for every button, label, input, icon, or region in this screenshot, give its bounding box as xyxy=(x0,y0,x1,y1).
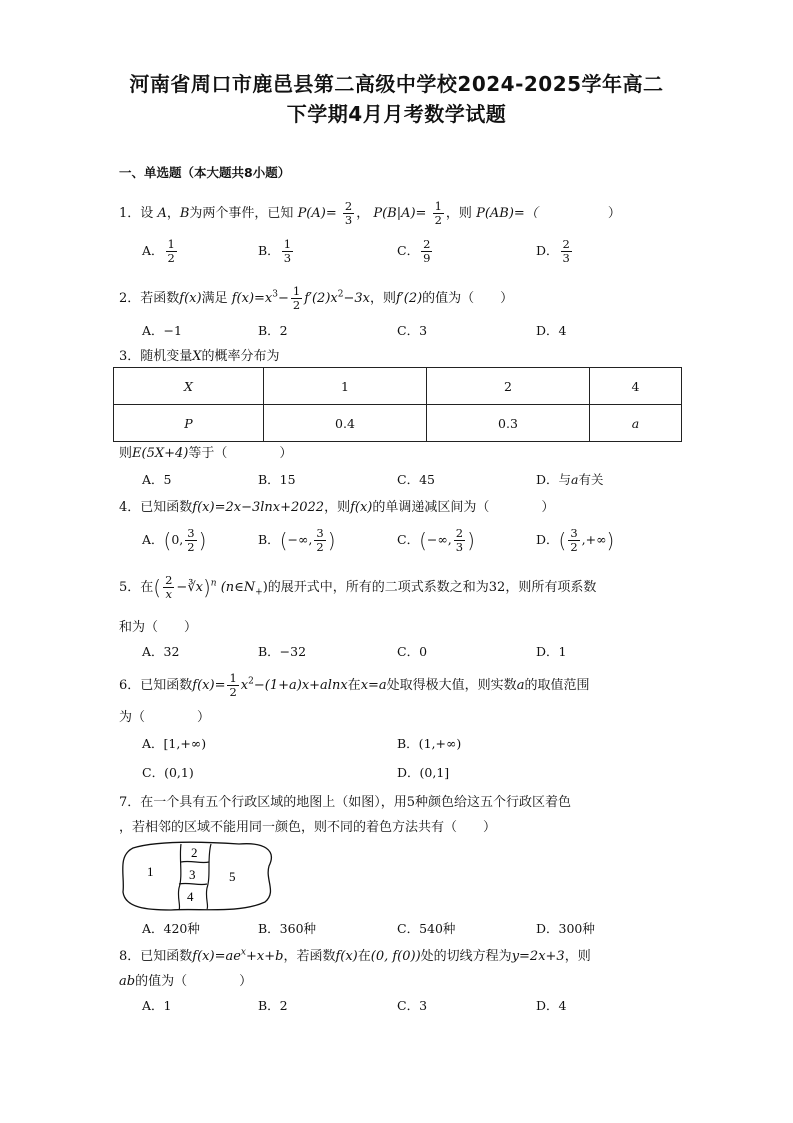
question-5-line2: 和为（ ） xyxy=(119,620,198,635)
table-row xyxy=(114,405,682,442)
q7-option-c: C．540种 xyxy=(397,921,456,936)
fraction: $\frac{2}{3}$ xyxy=(344,199,353,227)
q6-option-a: A．[1,+∞) xyxy=(142,736,207,751)
question-2: 2．若函数f(x)满足 $f(x)=x^3-$ $\frac{1}{2}$ $f'(2)x^2-3x$，则f′(2)的值为（ ） xyxy=(119,284,514,312)
probability-table xyxy=(113,367,682,442)
table-row xyxy=(114,368,682,405)
q1-option-c: C． $\frac{2}{9}$ xyxy=(397,237,431,265)
q4-option-d: D．( $\frac{3}{2}$ ,+∞) xyxy=(536,526,615,554)
q1-option-d: D． $\frac{2}{3}$ xyxy=(536,237,570,265)
q6-option-b: B．(1,+∞) xyxy=(397,736,462,751)
q6-option-d: D．(0,1] xyxy=(397,765,450,780)
q2-option-d: D．4 xyxy=(536,323,567,338)
q4-option-a: A．(0, $\frac{3}{2}$ ) xyxy=(142,526,207,554)
q3-option-c: C．45 xyxy=(397,472,435,487)
question-3-prompt: 则E(5X+4)等于（ ） xyxy=(119,446,293,461)
question-6: 6．已知函数f(x)= $\frac{1}{2}$ $x^2-(1+a)x+alnx$在x=a处取得极大值，则实数a的取值范围 xyxy=(119,671,590,699)
q8-option-c: C．3 xyxy=(397,998,428,1013)
q8-option-a: A．1 xyxy=(142,998,172,1013)
page-title-line1: 河南省周口市鹿邑县第二高级中学校2024-2025学年高二 xyxy=(129,72,664,96)
q2-option-a: A．−1 xyxy=(142,323,182,338)
table-cell: 1 xyxy=(264,368,427,405)
q3-option-d: D．与a有关 xyxy=(536,472,604,487)
q5-option-a: A．32 xyxy=(142,644,180,659)
table-cell: P xyxy=(114,405,264,442)
q7-option-d: D．300种 xyxy=(536,921,595,936)
q2-option-b: B．2 xyxy=(258,323,288,338)
fraction: $\frac{1}{2}$ xyxy=(434,199,442,227)
table-cell: X xyxy=(114,368,264,405)
question-3: 3．随机变量X的概率分布为 xyxy=(119,349,280,364)
q3-option-b: B．15 xyxy=(258,472,296,487)
table-cell: 0.4 xyxy=(264,405,427,442)
question-7: 7．在一个具有五个行政区域的地图上（如图），用5种颜色给这五个行政区着色 xyxy=(119,795,572,810)
q4-option-b: B．(−∞, $\frac{3}{2}$ ) xyxy=(258,526,336,554)
q6-option-c: C．(0,1) xyxy=(142,765,194,780)
q5-option-d: D．1 xyxy=(536,644,567,659)
question-1: 1．设 A，B为两个事件，已知 P(A)= $\frac{2}{3}$ ， P(B|A)= $\frac{1}{2}$ ，则 P(AB)=（ ） xyxy=(119,199,621,227)
region-label: 2 xyxy=(191,845,198,860)
table-cell: 0.3 xyxy=(427,405,590,442)
question-4: 4．已知函数f(x)=2x−3lnx+2022，则f(x)的单调递减区间为（ ） xyxy=(119,500,555,515)
q2-option-c: C．3 xyxy=(397,323,428,338)
table-cell: 2 xyxy=(427,368,590,405)
region-map-figure xyxy=(119,836,279,916)
q5-option-b: B．−32 xyxy=(258,644,307,659)
page-title-line2: 下学期4月月考数学试题 xyxy=(286,102,507,126)
question-7-line2: ，若相邻的区域不能用同一颜色，则不同的着色方法共有（ ） xyxy=(119,820,497,835)
table-cell: a xyxy=(590,405,682,442)
region-label: 4 xyxy=(187,889,194,904)
q7-option-b: B．360种 xyxy=(258,921,317,936)
q4-option-c: C．(−∞, $\frac{2}{3}$ ) xyxy=(397,526,475,554)
question-6-line2: 为（ ） xyxy=(119,710,211,725)
q1-option-a: A． $\frac{1}{2}$ xyxy=(142,237,175,265)
q7-option-a: A．420种 xyxy=(142,921,200,936)
region-label: 5 xyxy=(229,869,236,884)
question-5: 5．在( $\frac{2}{x}$ −∛x)$^n$ $(n\in N_+)$的展开式中，所有的二项式系数之和为32，则所有项系数 xyxy=(119,573,597,601)
q3-option-a: A．5 xyxy=(142,472,172,487)
q8-option-b: B．2 xyxy=(258,998,288,1013)
q5-option-c: C．0 xyxy=(397,644,428,659)
question-8: 8．已知函数$f(x)=ae^x+x+b$，若函数f(x)在(0, f(0))处的切线方程为y=2x+3，则 xyxy=(119,947,591,964)
region-label: 1 xyxy=(147,864,154,879)
question-8-line2: ab的值为（ ） xyxy=(119,974,253,989)
table-cell: 4 xyxy=(590,368,682,405)
region-label: 3 xyxy=(189,867,196,882)
section-heading: 一、单选题（本大题共8小题） xyxy=(119,165,291,180)
q8-option-d: D．4 xyxy=(536,998,567,1013)
q1-option-b: B． $\frac{1}{3}$ xyxy=(258,237,292,265)
